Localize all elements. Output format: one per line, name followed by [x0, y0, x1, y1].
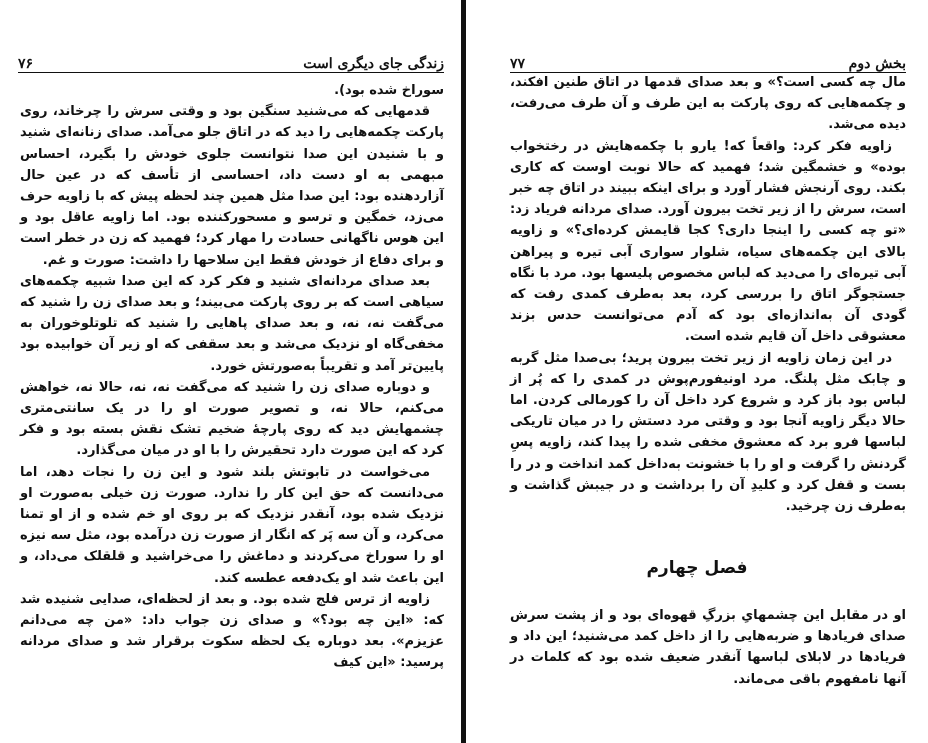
left-paragraph: بعد صدای مردانه‌ای شنید و فکر کرد که این صدا شبیه چکمه‌های سیاهی است که بر روی پارکت می‌بیند؛ و بعد صدای زن را شنید که می‌گفت نه، نه، و بعد صدای پاهایی را شنید که تلوتلوخوران به مخفی‌گاه او نزدیک می‌شد و بعد سقفی که او زیر آن خوابیده بود پایین‌تر آمد و تقریباً به‌صورتش خورد. — [20, 273, 444, 374]
chapter-title: فصل چهارم — [646, 558, 748, 578]
right-paragraph: در این زمان زاویه از زیر تخت بیرون پرید؛ بی‌صدا مثل گربه و چابک مثل پلنگ. مرد اونیفورم‌پوش در کمدی را که پُر از لباس بود باز کرد و شروع کرد داخل آن را کورمالی کردن. اما حالا دیگر زاویه آنجا بود و وقتی مرد دستش را در میان تاریکی لباسها فرو برد که معشوق مخفی شده را پیدا کند، زاویه پسِ گردنش را گرفت و او را با خشونت به‌داخل کمد انداخت و در را بست و قفل کرد و کلیدِ آن را برداشت و در جیبش گذاشت و به‌طرف زن چرخید. — [510, 350, 906, 515]
left-page — [0, 0, 462, 743]
left-paragraph: می‌خواست در تابوتش بلند شود و این زن را نجات دهد، اما می‌دانست که حق این کار را ندارد. صورت زن خیلی به‌صورت او نزدیک شده بود، آنقدر نزدیک که بر روی او خم شده و از او تمنا می‌کرد، و آن سه پَر که انگار از صورت زن درآمده بود، مثل سه نیزه او را سوراخ می‌کردند و دماغش را می‌خراشید و قلقلک می‌داد، و این باعث شد او یک‌دفعه عطسه کند. — [20, 464, 444, 586]
left-paragraph: قدمهایی که می‌شنید سنگین بود و وقتی سرش را چرخاند، روی پارکت چکمه‌هایی را دید که در اتاق جلو می‌آمد. صدای زنانه‌ای شنید و با شنیدن این صدا نتوانست جلوی خودش را بگیرد، احساس مبهمی به او دست داد، احساسی از تأسف که در عین حال آزاردهنده بود: این صدا مثل همین چند لحظه پیش که با زاویه حرف می‌زد، خمگین و ترسو و مسحورکننده بود. اما زاویه عاقل بود و این هوس ناگهانی حسادت را مهار کرد؛ فهمید که زن در خطر است و برای دفاع از خودش فقط این سلاحها را داشت: صورت و غم. — [20, 104, 444, 268]
left-page-body — [20, 80, 444, 674]
right-running-title: بخش دوم — [848, 56, 906, 72]
right-page-number: ۷۷ — [510, 56, 526, 72]
right-paragraph: مال چه کسی است؟» و بعد صدای قدمها در اتاق طنین افکند، و چکمه‌هایی که روی پارکت به این طرف و آن طرف می‌رفت، دیده می‌شد. — [510, 75, 906, 133]
chapter-paragraph: او در مقابل این چشمهایِ بزرگِ قهوه‌ای بود و از پشت سرش صدای فریادها و ضربه‌هایی را از داخل کمد می‌شنید؛ این داد و فریادها در لابلای لباسها آنقدر ضعیف شده بود که کلمات در آنها نامفهوم باقی می‌ماند. — [510, 608, 906, 687]
left-paragraph: زاویه از ترس فلج شده بود. و بعد از لحظه‌ای، صدایی شنیده شد که: «این چه بود؟» و صدای زن جواب داد: «من چه می‌دانم عزیزم». بعد دوباره یک لحظه سکوت برقرار شد و صدای مردانه پرسید: «این کیف — [20, 591, 444, 671]
right-paragraph: زاویه فکر کرد: واقعاً که! یارو با چکمه‌هایش در رختخواب بوده» و خشمگین شد؛ فهمید که حالا نوبت اوست که کاری بکند. روی آرنجش فشار آورد و برای اینکه ببیند در اتاق چه خبر است، سرش را از زیر تخت بیرون آورد. صدای مردانه فریاد زد: «تو چه کسی را اینجا داری؟ کجا قایمش کرده‌ای؟» و زاویه بالای این چکمه‌های سیاه، شلوار سواری آبی تیره و پیراهن آبی تیره‌ای را می‌دید که لباس مخصوص پلیسها بود. مرد با نگاه جستجوگر اتاق را بررسی کرد، بعد به‌طرف کمدی رفت که گودی آن به‌اندازه‌ای بود که آدم می‌توانست حدس بزند معشوقی داخل آن قایم شده است. — [510, 138, 906, 345]
chapter-body — [510, 605, 906, 690]
left-page-header — [18, 46, 444, 73]
left-paragraph: و دوباره صدای زن را شنید که می‌گفت نه، نه، حالا نه، خواهش می‌کنم، حالا نه، و تصویر صورت او را در یک سانتی‌متری چشمهایش دید که روی پارچهٔ ضخیم تشک نقش بسته بود و فکر کرد که این صورت دارد تحقیرش را با او در میان می‌گذارد. — [20, 379, 444, 459]
left-page-number: ۷۶ — [18, 56, 34, 72]
right-page — [466, 0, 928, 743]
right-page-body — [510, 72, 906, 517]
left-paragraph: سوراخ شده بود). — [334, 83, 444, 98]
right-page-header — [510, 46, 906, 73]
left-running-title: زندگی جای دیگری است — [303, 56, 444, 72]
